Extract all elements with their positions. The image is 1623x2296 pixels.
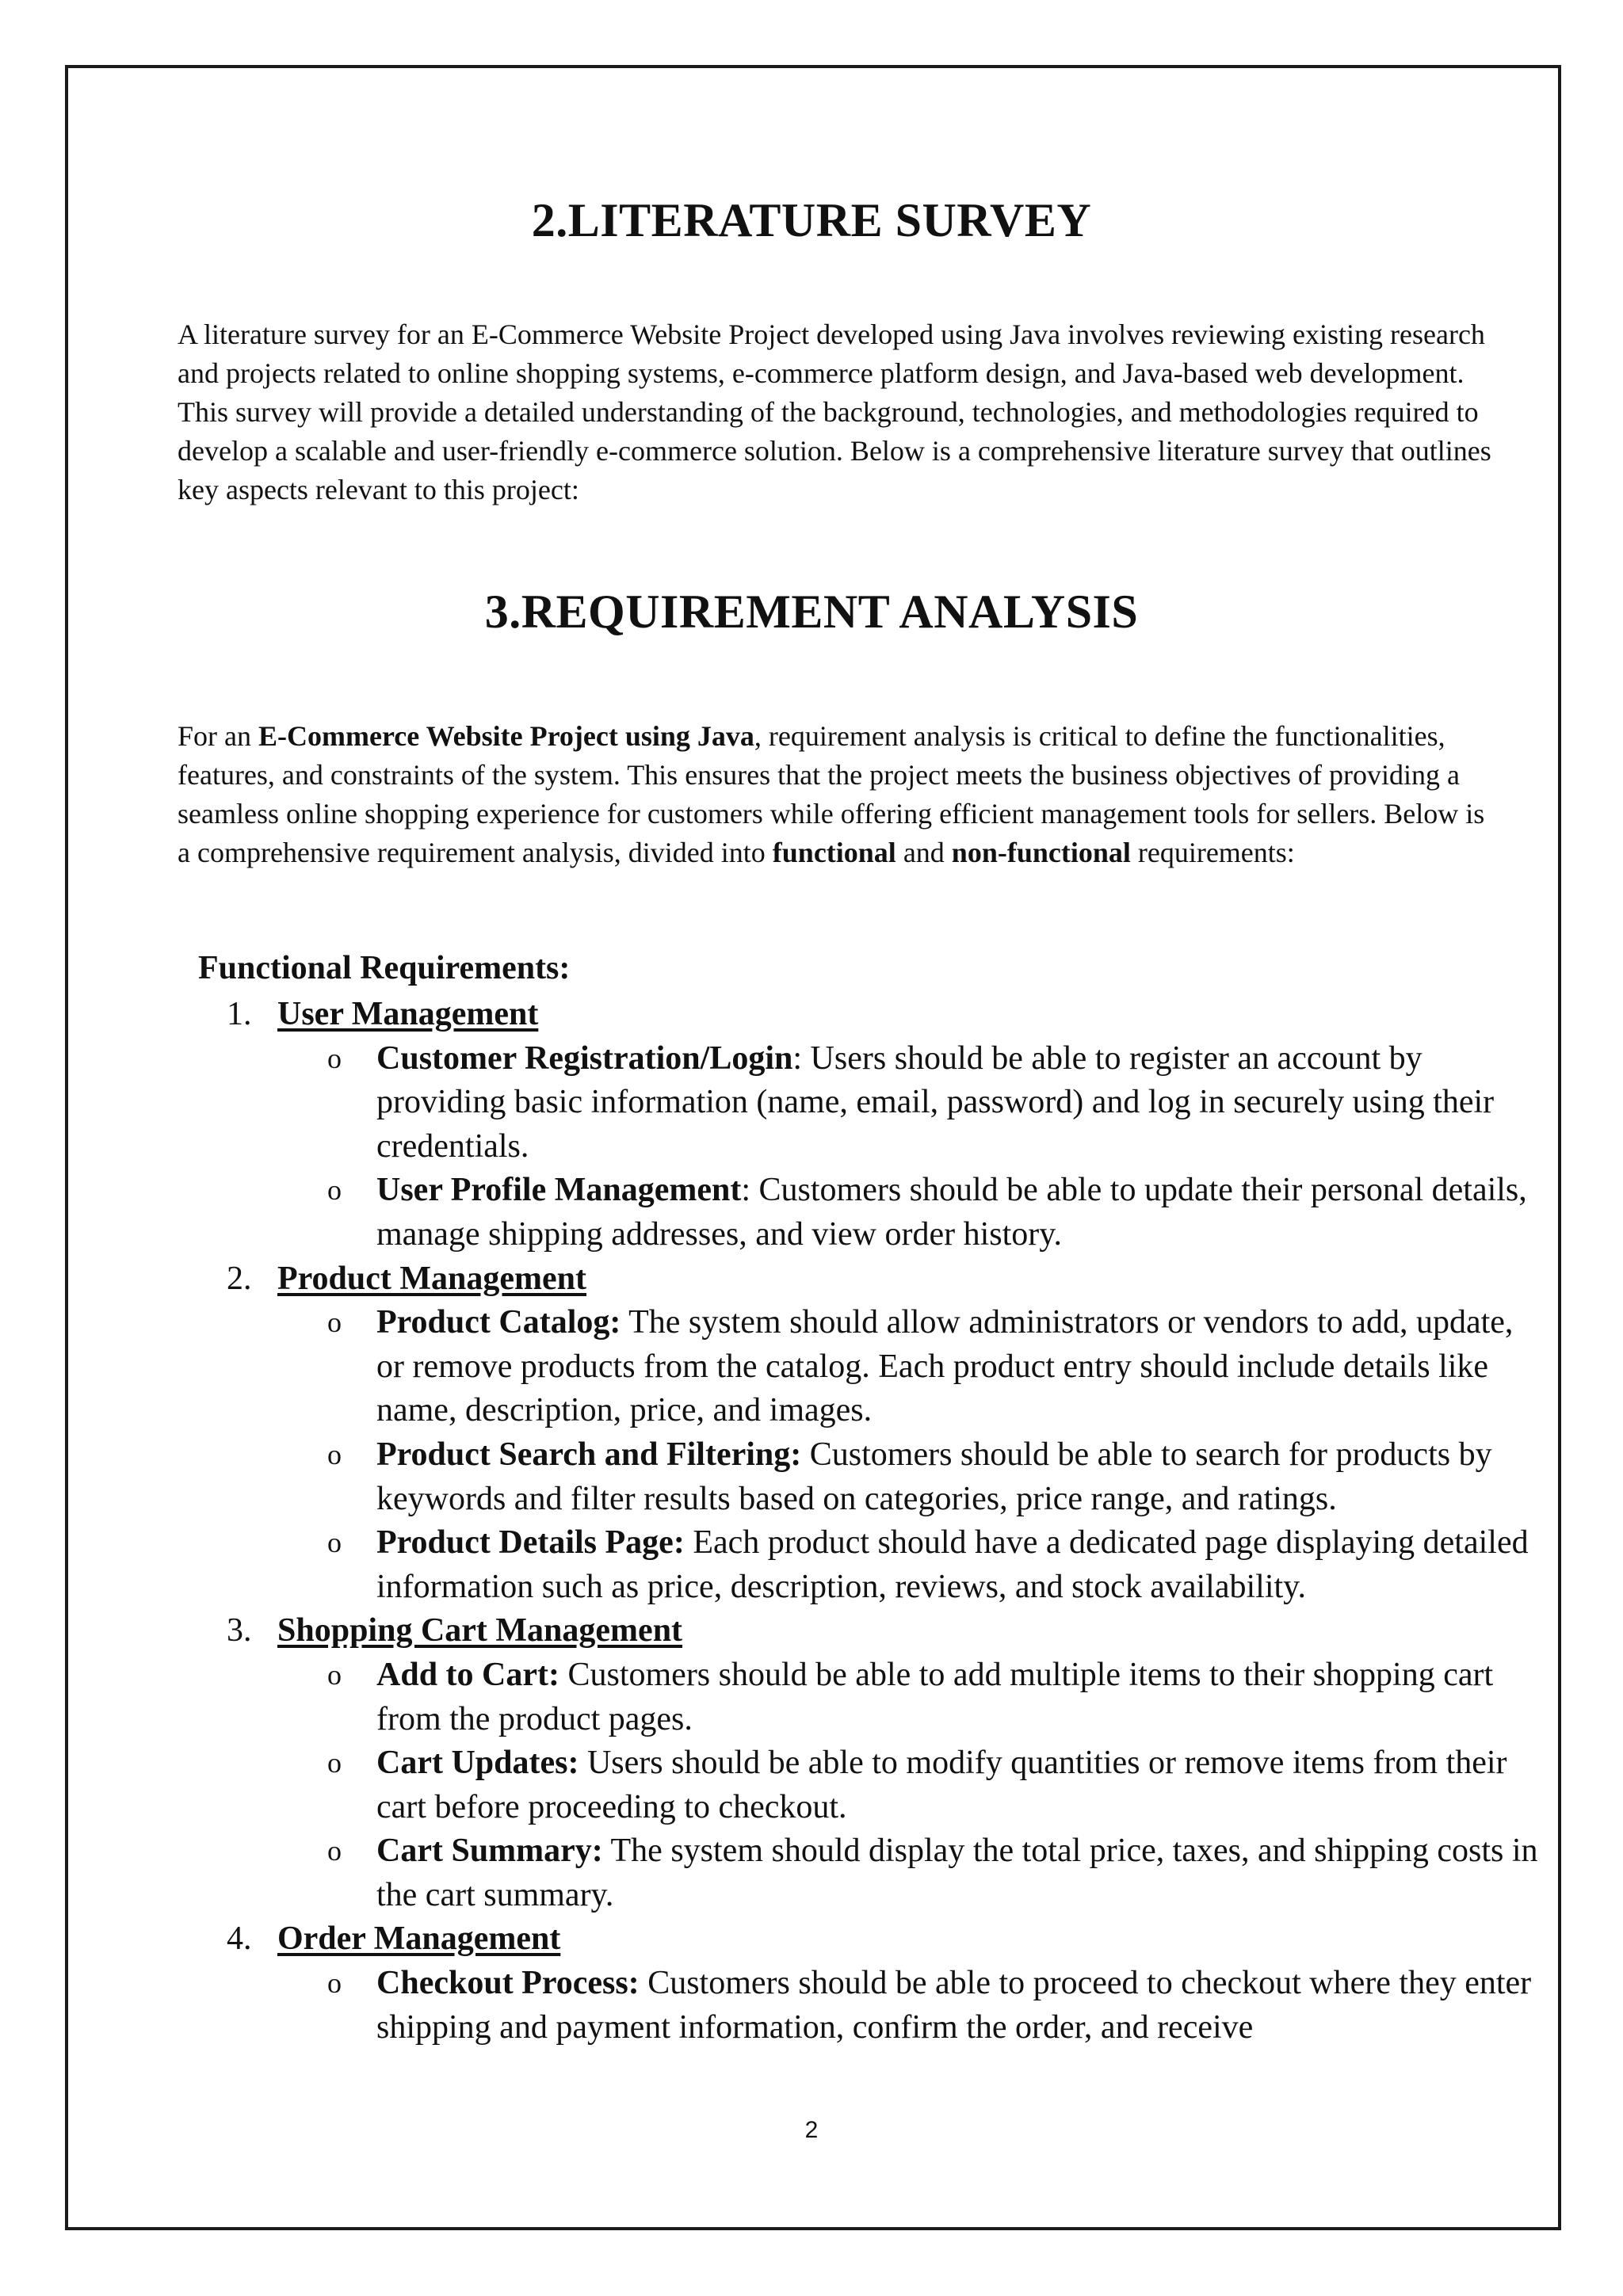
literature-survey-paragraph: A literature survey for an E-Commerce Website Project developed using Java involves reviewing existing research and projects related to online shopping systems, e-commerce platform design, and Java-based web development. This survey will provide a detailed understanding of the background, technologies, and methodologies required to develop a scalable and user-friendly e-commerce solution. Below is a comprehensive literature survey that outlines key aspects relevant to this project: xyxy=(178,318,1491,505)
circle-bullet-icon: o xyxy=(327,1306,342,1339)
section-title: Shopping Cart Management xyxy=(277,1612,683,1650)
item-description: The system should allow administrators or vendors to add, update, or remove products from the catalog. Each product entry should include details like name, description, price, and images. xyxy=(376,1304,1514,1429)
item-description: Customers should be able to add multiple items to their shopping cart from the product pages. xyxy=(376,1656,1494,1737)
requirement-item xyxy=(198,1037,1545,1169)
circle-bullet-icon: o xyxy=(327,1967,342,2000)
requirement-analysis-heading: 3.REQUIREMENT ANALYSIS xyxy=(484,585,1139,638)
circle-bullet-icon: o xyxy=(327,1438,342,1470)
item-label: User Profile Management xyxy=(376,1172,742,1209)
circle-bullet-icon: o xyxy=(327,1747,342,1779)
section-number: 2. xyxy=(227,1260,252,1297)
circle-bullet-icon: o xyxy=(327,1658,342,1691)
item-description: Customers should be able to search for products by keywords and filter results based on categories, price range, and ratings. xyxy=(376,1436,1492,1517)
item-description: The system should display the total price, taxes, and shipping costs in the cart summary. xyxy=(376,1833,1538,1913)
requirement-analysis-paragraph: For an E-Commerce Website Project using Java, requirement analysis is critical to define the functionalities, features, and constraints of the system. This ensures that the project meets the business objectives of providing a seamless online shopping experience for customers while offering efficient management tools for sellers. Below is a comprehensive requirement analysis, divided into functional and non-functional requirements: xyxy=(178,720,1485,868)
item-description: Each product should have a dedicated page displaying detailed information such as price, description, reviews, and stock availability. xyxy=(376,1524,1529,1605)
literature-survey-heading: 2.LITERATURE SURVEY xyxy=(531,194,1092,246)
item-label: Customer Registration/Login xyxy=(376,1039,793,1077)
section-heading xyxy=(198,1609,1545,1653)
circle-bullet-icon: o xyxy=(327,1527,342,1559)
requirement-section xyxy=(198,1609,1545,1917)
section-heading xyxy=(198,1917,1545,1962)
functional-requirements-list xyxy=(198,993,1545,2050)
section-heading xyxy=(198,993,1545,1037)
bold-functional: functional xyxy=(772,837,896,868)
section-title: Order Management xyxy=(277,1920,561,1958)
item-description: : Users should be able to register an account by providing basic information (name, email, password) and log in securely using their credentials. xyxy=(376,1039,1495,1165)
item-description: : Customers should be able to update their personal details, manage shipping addresses, and view order history. xyxy=(376,1172,1527,1253)
requirement-item xyxy=(198,1301,1545,1433)
requirement-item xyxy=(198,1521,1545,1609)
section-number: 1. xyxy=(227,996,252,1032)
requirement-item xyxy=(198,1962,1545,2050)
requirement-item xyxy=(198,1741,1545,1829)
functional-requirements-title: Functional Requirements: xyxy=(198,950,571,986)
requirement-item xyxy=(198,1433,1545,1521)
item-label: Product Search and Filtering: xyxy=(376,1436,802,1473)
item-label: Cart Updates: xyxy=(376,1745,579,1782)
item-label: Checkout Process: xyxy=(376,1965,640,2002)
section-title: Product Management xyxy=(277,1260,586,1297)
requirement-section xyxy=(198,1917,1545,2050)
section-number: 3. xyxy=(227,1612,252,1650)
item-description: Users should be able to modify quantities or remove items from their cart before proceeding to checkout. xyxy=(376,1745,1507,1825)
item-label: Product Catalog: xyxy=(376,1304,621,1341)
section-number: 4. xyxy=(227,1920,252,1958)
circle-bullet-icon: o xyxy=(327,1042,342,1074)
item-label: Add to Cart: xyxy=(376,1656,559,1693)
item-label: Product Details Page: xyxy=(376,1524,685,1562)
section-title: User Management xyxy=(277,996,539,1032)
requirement-item xyxy=(198,1653,1545,1741)
requirement-item xyxy=(198,1169,1545,1257)
requirement-section xyxy=(198,1257,1545,1610)
page-number: 2 xyxy=(804,2117,819,2143)
circle-bullet-icon: o xyxy=(327,1174,342,1207)
bold-non-functional: non-functional xyxy=(951,837,1131,868)
item-description: Customers should be able to proceed to checkout where they enter shipping and payment information, confirm the order, and receive xyxy=(376,1965,1532,2046)
circle-bullet-icon: o xyxy=(327,1835,342,1867)
requirement-item xyxy=(198,1829,1545,1917)
section-heading xyxy=(198,1257,1545,1302)
bold-project-name: E-Commerce Website Project using Java xyxy=(258,720,754,752)
item-label: Cart Summary: xyxy=(376,1833,603,1870)
requirement-section xyxy=(198,993,1545,1257)
